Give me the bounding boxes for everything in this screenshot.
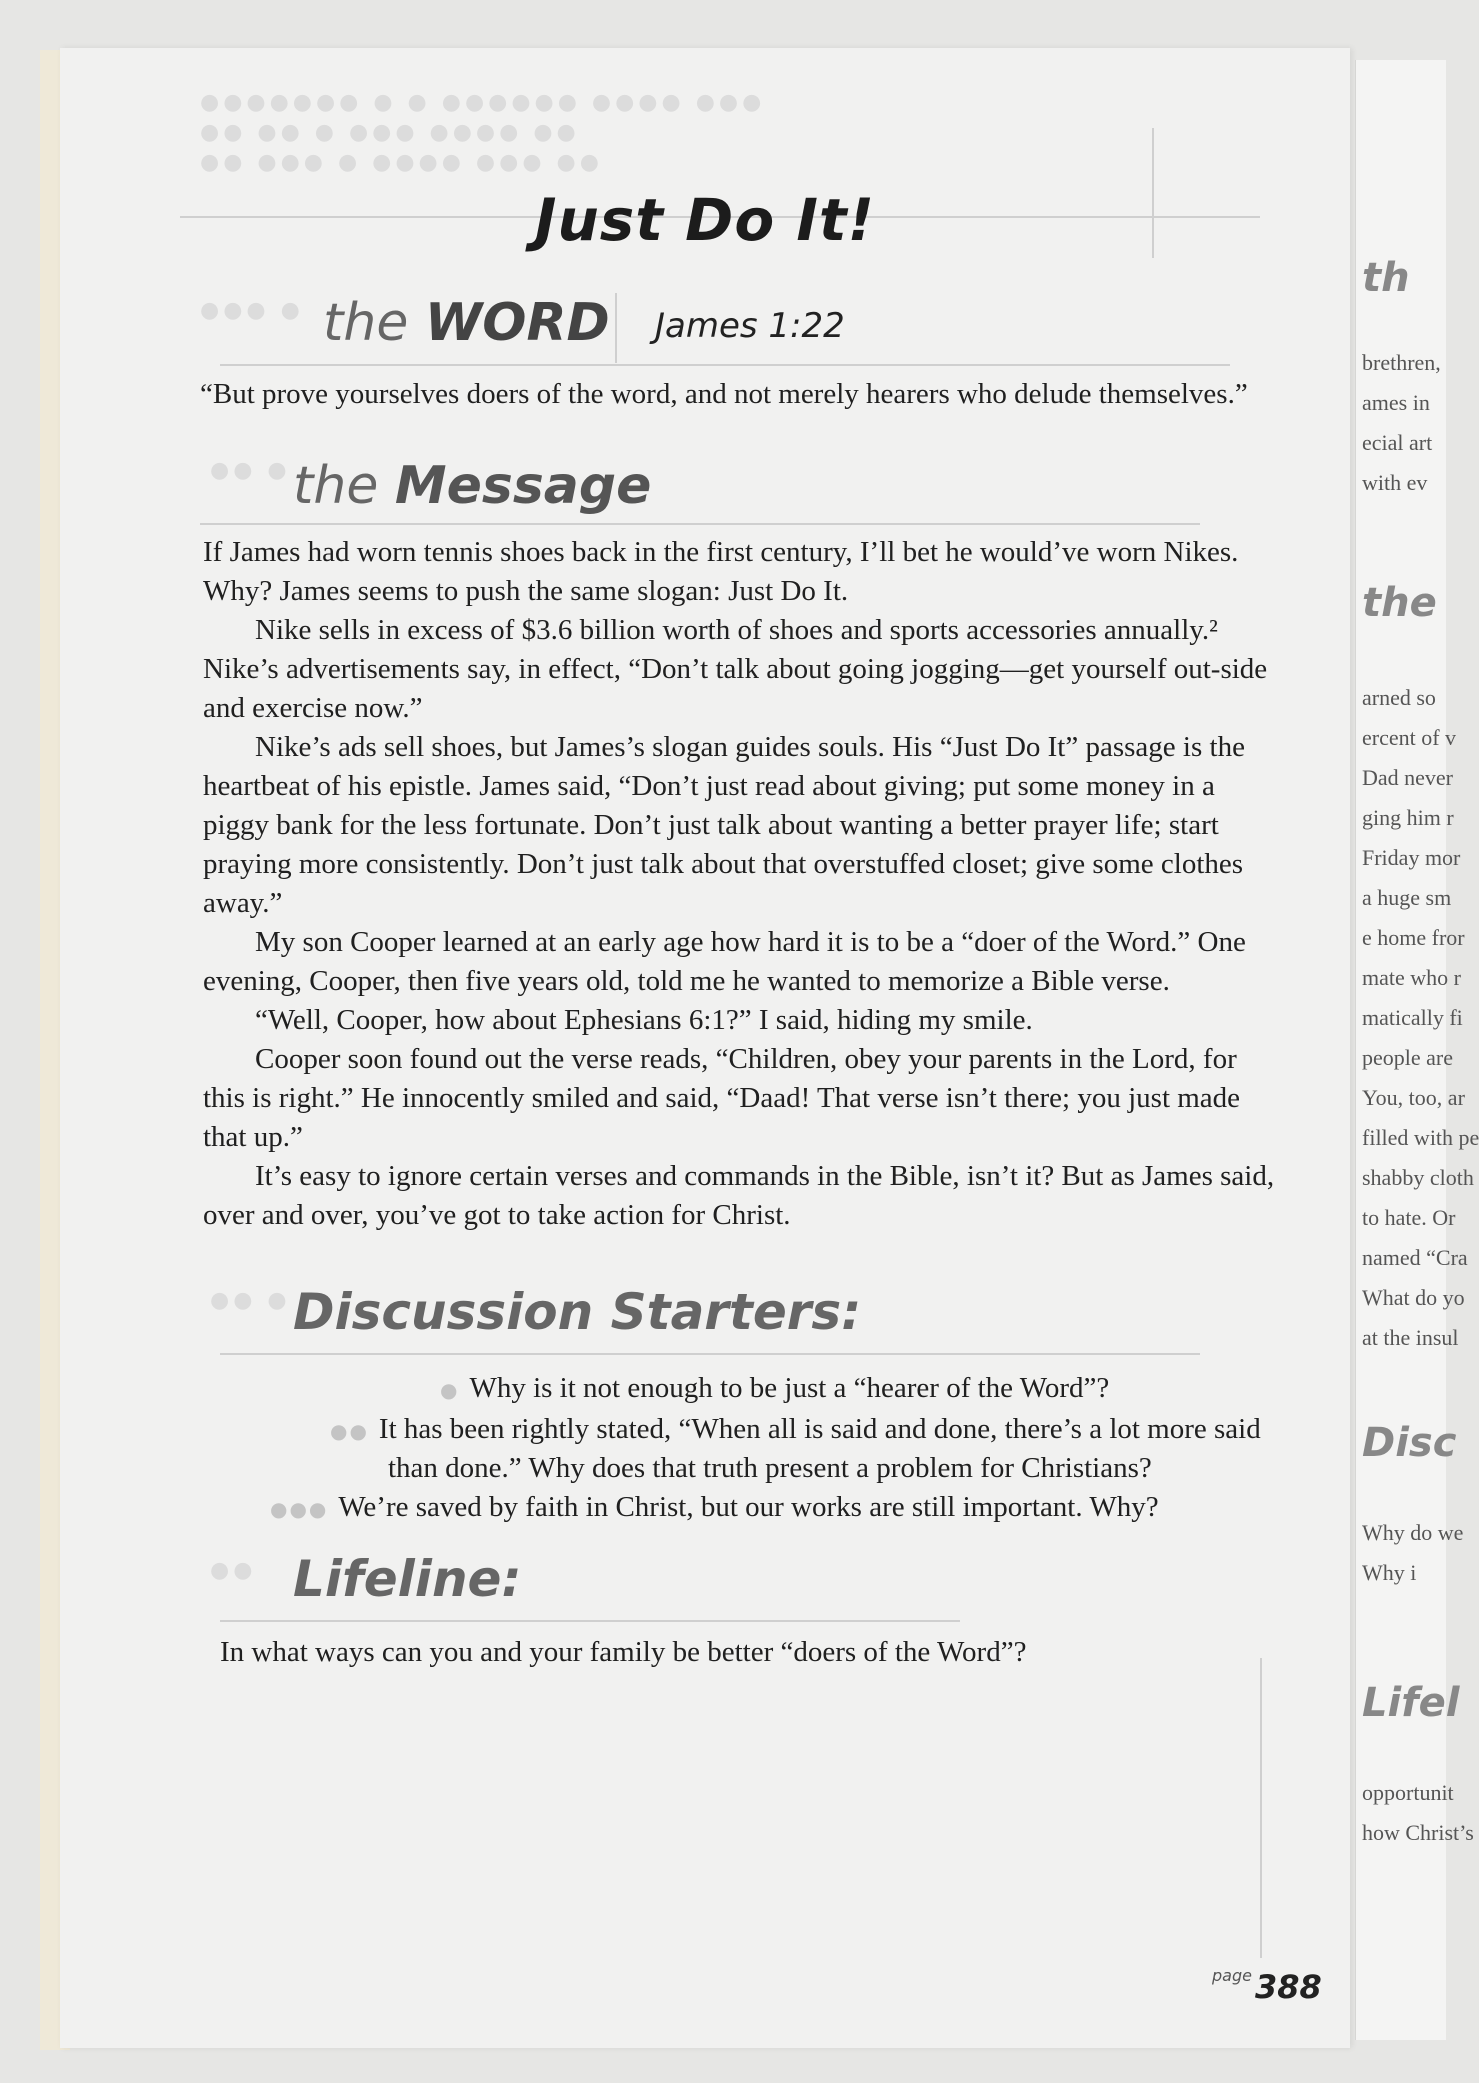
footer-vertical-rule [1260, 1658, 1262, 1958]
next-page-fragment: people are [1362, 1045, 1453, 1070]
next-page-fragment: Dad never [1362, 765, 1454, 790]
discussion-item-text: It has been rightly stated, “When all is said and done, there’s a lot more said [378, 1412, 1261, 1445]
lifeline-question: In what ways can you and your family be better “doers of the Word”? [220, 1636, 1027, 1668]
next-page-fragment: brethren, [1362, 350, 1441, 375]
message-paragraph: “Well, Cooper, how about Ephesians 6:1?” I said, hiding my smile. [255, 1004, 1033, 1036]
next-page-fragment: a huge sm [1362, 885, 1452, 910]
next-page-fragment: to hate. Or [1362, 1205, 1456, 1230]
discussion-item-3 [270, 1489, 1310, 1528]
next-page-fragment: ames in [1362, 390, 1430, 415]
the-word-heading-the: the [323, 293, 409, 353]
discussion-item-continuation: than done.” Why does that truth present a problem for Christians? [388, 1451, 1152, 1484]
next-page-fragment: Why i [1362, 1560, 1417, 1585]
message-paragraph: Cooper soon found out the verse reads, “Children, obey your parents in the Lord, for this is right.” He innocently smiled and said, “Daad! That verse isn’t there; you just made that up.” [203, 1043, 1241, 1153]
next-page-fragment: Lifel [1362, 1680, 1460, 1726]
next-page-fragment: ercent of v [1362, 725, 1457, 750]
next-page-fragment: the [1362, 580, 1437, 626]
header-dot-pattern: ●●●●●●● ● ● ●●●●●● ●●●● ●●● [200, 90, 766, 115]
next-page-fragment: at the insul [1362, 1325, 1459, 1350]
page-number: 388 [1255, 1968, 1322, 2006]
next-page-fragment: mate who r [1362, 965, 1461, 990]
next-page-fragment: filled with pe [1362, 1125, 1479, 1150]
discussion-item-1 [270, 1370, 1310, 1409]
message-paragraph: It’s easy to ignore certain verses and commands in the Bible, isn’t it? But as James said, over and over, you’ve got to take action for Christ. [203, 1160, 1275, 1231]
message-body [203, 533, 1283, 1235]
page-label: page [1212, 1966, 1252, 1985]
discussion-dot-icon: ●● ● [210, 1288, 291, 1313]
next-page-fragment: Friday mor [1362, 845, 1461, 870]
next-page-fragment: arned so [1362, 685, 1436, 710]
discussion-item-text: Why is it not enough to be just a “hearer of the Word”? [469, 1372, 1110, 1404]
discussion-list [270, 1370, 1310, 1530]
message-paragraph: Nike sells in excess of $3.6 billion worth of shoes and sports accessories annually.² Nike’s advertisements say, in effect, “Don’t talk about going jogging—get yourself out-side and exercise now.” [203, 614, 1268, 724]
discussion-underline [220, 1353, 1200, 1355]
message-underline [200, 523, 1200, 525]
the-message-heading [293, 456, 651, 516]
next-page-fragment: Disc [1362, 1420, 1457, 1466]
next-page-fragment: opportunit [1362, 1780, 1454, 1805]
adjacent-page [1355, 60, 1479, 2040]
next-page-fragment: th [1362, 255, 1410, 301]
next-page-fragment: e home fror [1362, 925, 1465, 950]
header-dot-pattern: ●● ●● ● ●●● ●●●● ●● [200, 120, 580, 145]
scripture-quote: “But prove yourselves doers of the word, and not merely hearers who delude themselves.” [200, 378, 1248, 410]
lifeline-dot-icon: ●● [210, 1558, 257, 1583]
triple-dot-bullet-icon: ●●● [270, 1496, 329, 1521]
lifeline-underline [220, 1620, 960, 1622]
lifeline-heading: Lifeline: [293, 1550, 522, 1608]
the-message-heading-the: the [293, 456, 379, 516]
single-dot-bullet-icon: ● [440, 1377, 460, 1402]
discussion-item-2 [270, 1411, 1310, 1487]
next-page-fragment: ging him r [1362, 805, 1454, 830]
next-page-fragment: What do yo [1362, 1285, 1465, 1310]
message-paragraph: If James had worn tennis shoes back in the first century, I’ll bet he would’ve worn Nikes. Why? James seems to push the same slogan: Just Do It. [203, 536, 1239, 607]
the-word-heading-word: WORD [424, 293, 610, 353]
double-dot-bullet-icon: ●● [330, 1418, 369, 1443]
word-divider [615, 293, 617, 363]
message-dot-icon: ●● ● [210, 458, 291, 483]
discussion-item-text: We’re saved by faith in Christ, but our works are still important. Why? [338, 1490, 1159, 1523]
message-paragraph: Nike’s ads sell shoes, but James’s slogan guides souls. His “Just Do It” passage is the heartbeat of his epistle. James said, “Don’t just read about giving; put some money in a piggy bank for the less fortunate. Don’t just talk about wanting a better prayer life; start praying more consistently. Don’t just talk about that overstuffed closet; give some clothes away.” [203, 731, 1245, 919]
discussion-starters-heading: Discussion Starters: [293, 1283, 862, 1341]
next-page-fragment: named “Cra [1362, 1245, 1468, 1270]
the-word-heading [323, 293, 610, 353]
next-page-fragment: how Christ’s [1362, 1820, 1474, 1845]
next-page-fragment: shabby cloth [1362, 1165, 1474, 1190]
next-page-fragment: ecial art [1362, 430, 1433, 455]
header-dot-pattern: ●● ●●● ● ●●●● ●●● ●● [200, 150, 603, 175]
message-paragraph: My son Cooper learned at an early age how hard it is to be a “doer of the Word.” One evening, Cooper, then five years old, told me he wanted to memorize a Bible verse. [203, 926, 1246, 997]
word-dot-icon: ●●● ● [200, 298, 304, 323]
next-page-fragment: matically fi [1362, 1005, 1463, 1030]
next-page-fragment: Why do we [1362, 1520, 1464, 1545]
the-message-heading-word: Message [394, 456, 652, 516]
next-page-fragment: with ev [1362, 470, 1428, 495]
page-title: Just Do It! [534, 186, 876, 254]
word-underline [220, 364, 1230, 366]
scripture-reference: James 1:22 [655, 306, 845, 346]
next-page-fragment: You, too, ar [1362, 1085, 1465, 1110]
book-page [60, 48, 1350, 2048]
